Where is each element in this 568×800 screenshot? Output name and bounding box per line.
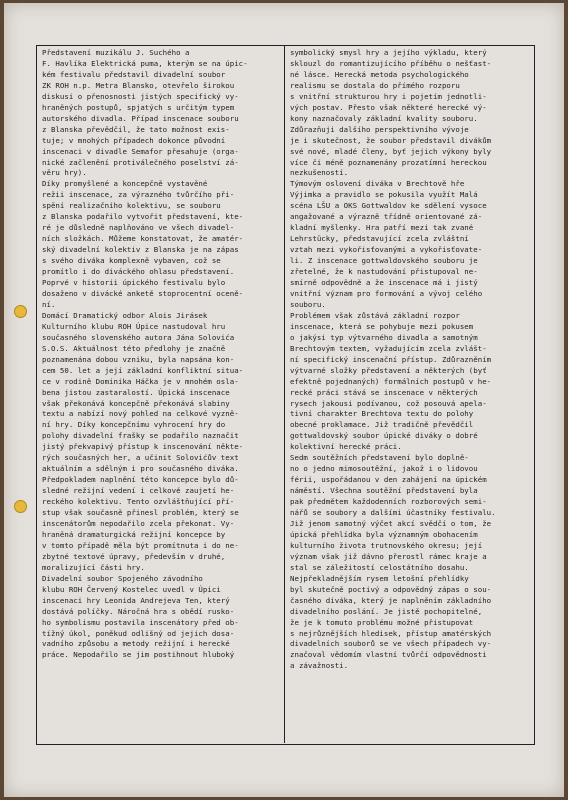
paragraph: Problémem však zůstává základní rozpor inscenace, která se pohybuje mezi pokusem o jakýsi typ výtvarného divadla a samotným Brechtovým textem, vyžadujícím zcela zvlášt- ní specifický inscenační přístup. Zdůrazněním výtvarné složky představení a některých (byť efektně pojednaných) formálních postupů v he- recké práci stává se inscenace v některých rysech jakousi podívanou, což posouvá apela- tivní charakter Brechtova textu do polohy obecné proklamace. Již tradičně převědčil gottwaldovský soubor úpické diváky o dobré kolektivní herecké práci. — [290, 310, 492, 452]
paragraph: Nejpřekladnějším rysem letošní přehlídky byl skutečně poctivý a odpovědný zápas o sou- časného diváka, který je naplněním základního divadelního poslání. Je jistě pochopitelné, že je k tomuto problému možné přistupovat s nejrůznějších hledisek, přístup amatérských divadelních souborů se ve všech případech vy- značoval vědomím vlastní tvůrčí odpovědnosti a závažnosti. — [290, 573, 492, 671]
paragraph: Týmovým oslovení diváka v Brechtově hře Výjimka a pravidlo se pokusila využít Malá scéna LŠU a OKS Gottwaldov ke sdělení vysoce angažované a výrazně třídně orientované zá- kladní myšlenky. Hra patří mezi tak zvané Lehrstücky, představující zcela zvláštní vztah mezi vykořisťovanými a vykořisťovate- li. Z inscenace gottwaldovského souboru je zřetelné, že k nastudování přistupoval ne- smírně odpovědně a že inscenace má i jistý vnitřní význam pro formování a vývoj celého souboru. — [290, 179, 487, 309]
paragraph: Představení muzikálu J. Suchého a F. Havlíka Elektrická puma, kterým se na úpic- kém festivalu představil divadelní soubor ZK ROH n.p. Metra Blansko, otevřelo širokou diskusi o přenosnosti jistých specifický vy- hraněných postupů, spjatých s určitým typem autorského divadla. Případ inscenace souboru z Blanska převědčil, že tato možnost exis- tuje; v mnohých případech dokonce původní inscenaci v divadle Semafor přesahuje (orga- nické začlenění protiválečného poselství zá- věru hry). — [42, 48, 248, 178]
punch-hole — [14, 500, 27, 513]
punch-hole — [14, 305, 27, 318]
paragraph: Domácí Dramatický odbor Alois Jirásek Kulturního klubu ROH Úpice nastudoval hru současného slovenského autora Jána Solovića S.O.S. Aktuálnost této předlohy je značně poznamenána dobou vzniku, byla napsána kon- cem 50. let a její základní konfliktní situa- ce v rodině Dominika Háčka je v mnohém osla- bena jistou zastaralostí. Úpická inscenace však překonává koncepčně překonává slabiny textu a nabízí nový pohled na celkové vyzně- ní hry. Díky koncepčnímu vyhrocení hry do polohy divadelní frašky se podařilo naznačit jistý překvapivý přístup k inscenování někte- rých současných her, a učinit Solovićův text aktuálním a sdělným i pro současného diváka. Předpokladem naplnění této koncepce bylo dů- sledné režijní vedení i celkové zaujetí he- reckého kolektivu. Tento ozvláštňující pří- stup však současně přinesl problém, který se inscenátorům nepodařilo zcela překonat. Vy- hraněná dramaturgická režijní koncepce by v tomto případě měla být promítnuta i do ne- zbytné textové úpravy, především v druhé, moralizující části hry. — [42, 310, 244, 572]
paragraph: Sedm soutěžních představení bylo doplně- no o jedno mimosoutěžní, jakož i o lidovou férii, uspořádanou v den zahájení na úpickém náměstí. Všechna soutěžní představení byla pak předmětem každodenních rozborových semi- nářů se soubory a dalšími účastníky festivalu. Již jenom samotný výčet akcí svědčí o tom, že úpická přehlídka byla významným obohacením kulturního života trutnovského okresu; její význam však již dávno přerostl rámec kraje a stal se záležitostí celostátního dosahu. — [290, 453, 496, 572]
left-column — [42, 48, 280, 661]
paragraph: Divadelní soubor Spojeného závodního klubu ROH Červený Kostelec uvedl v Úpici inscenaci hry Leonida Andrejeva Ten, který dostává políčky. Náročná hra s obědí rusko- ho symbolismu postavila inscenátory před ob- tížný úkol, poněkud odlišný od jejich dosa- vadního způsobu a metody režijní i herecké práce. Nepodařilo se jim postihnout hluboký — [42, 573, 239, 660]
paragraph: Díky promyšlené a koncepčně vystavěné režii inscenace, za výrazného tvůrčího při- spění realizačního kolektivu, se souboru z Blanska podařilo vytvořit představení, kte- ré je důsledně naplňováno ve všech divadel- ních složkách. Můžeme konstatovat, že amatér- ský divadelní kolektiv z Blanska je na zápas s svého diváka komplexně vybaven, což se promítlo i do diváckého ohlasu představení. Poprvé v historii úpického festivalu bylo dosaženo v divácké anketě stoprocentní oceně- ní. — [42, 179, 244, 309]
right-column — [290, 48, 528, 672]
paragraph: symbolický smysl hry a jejího výkladu, který sklouzl do romantizujícího příběhu o nešťast- né lásce. Herecká metoda psychologického realismu se dostala do přímého rozporu s vnitřní strukturou hry i pojetím jednotli- vých postav. Přesto však některé herecké vý- kony naznačovaly základní kvality souboru. Zdůrazňuji dalšího perspektivního vývoje je i skutečnost, že soubor představil divákům své nové, mladé členy, byť jejich výkony byly více či méně poznamenány prozatímní hereckou nezkušeností. — [290, 48, 492, 178]
column-divider — [284, 45, 285, 743]
